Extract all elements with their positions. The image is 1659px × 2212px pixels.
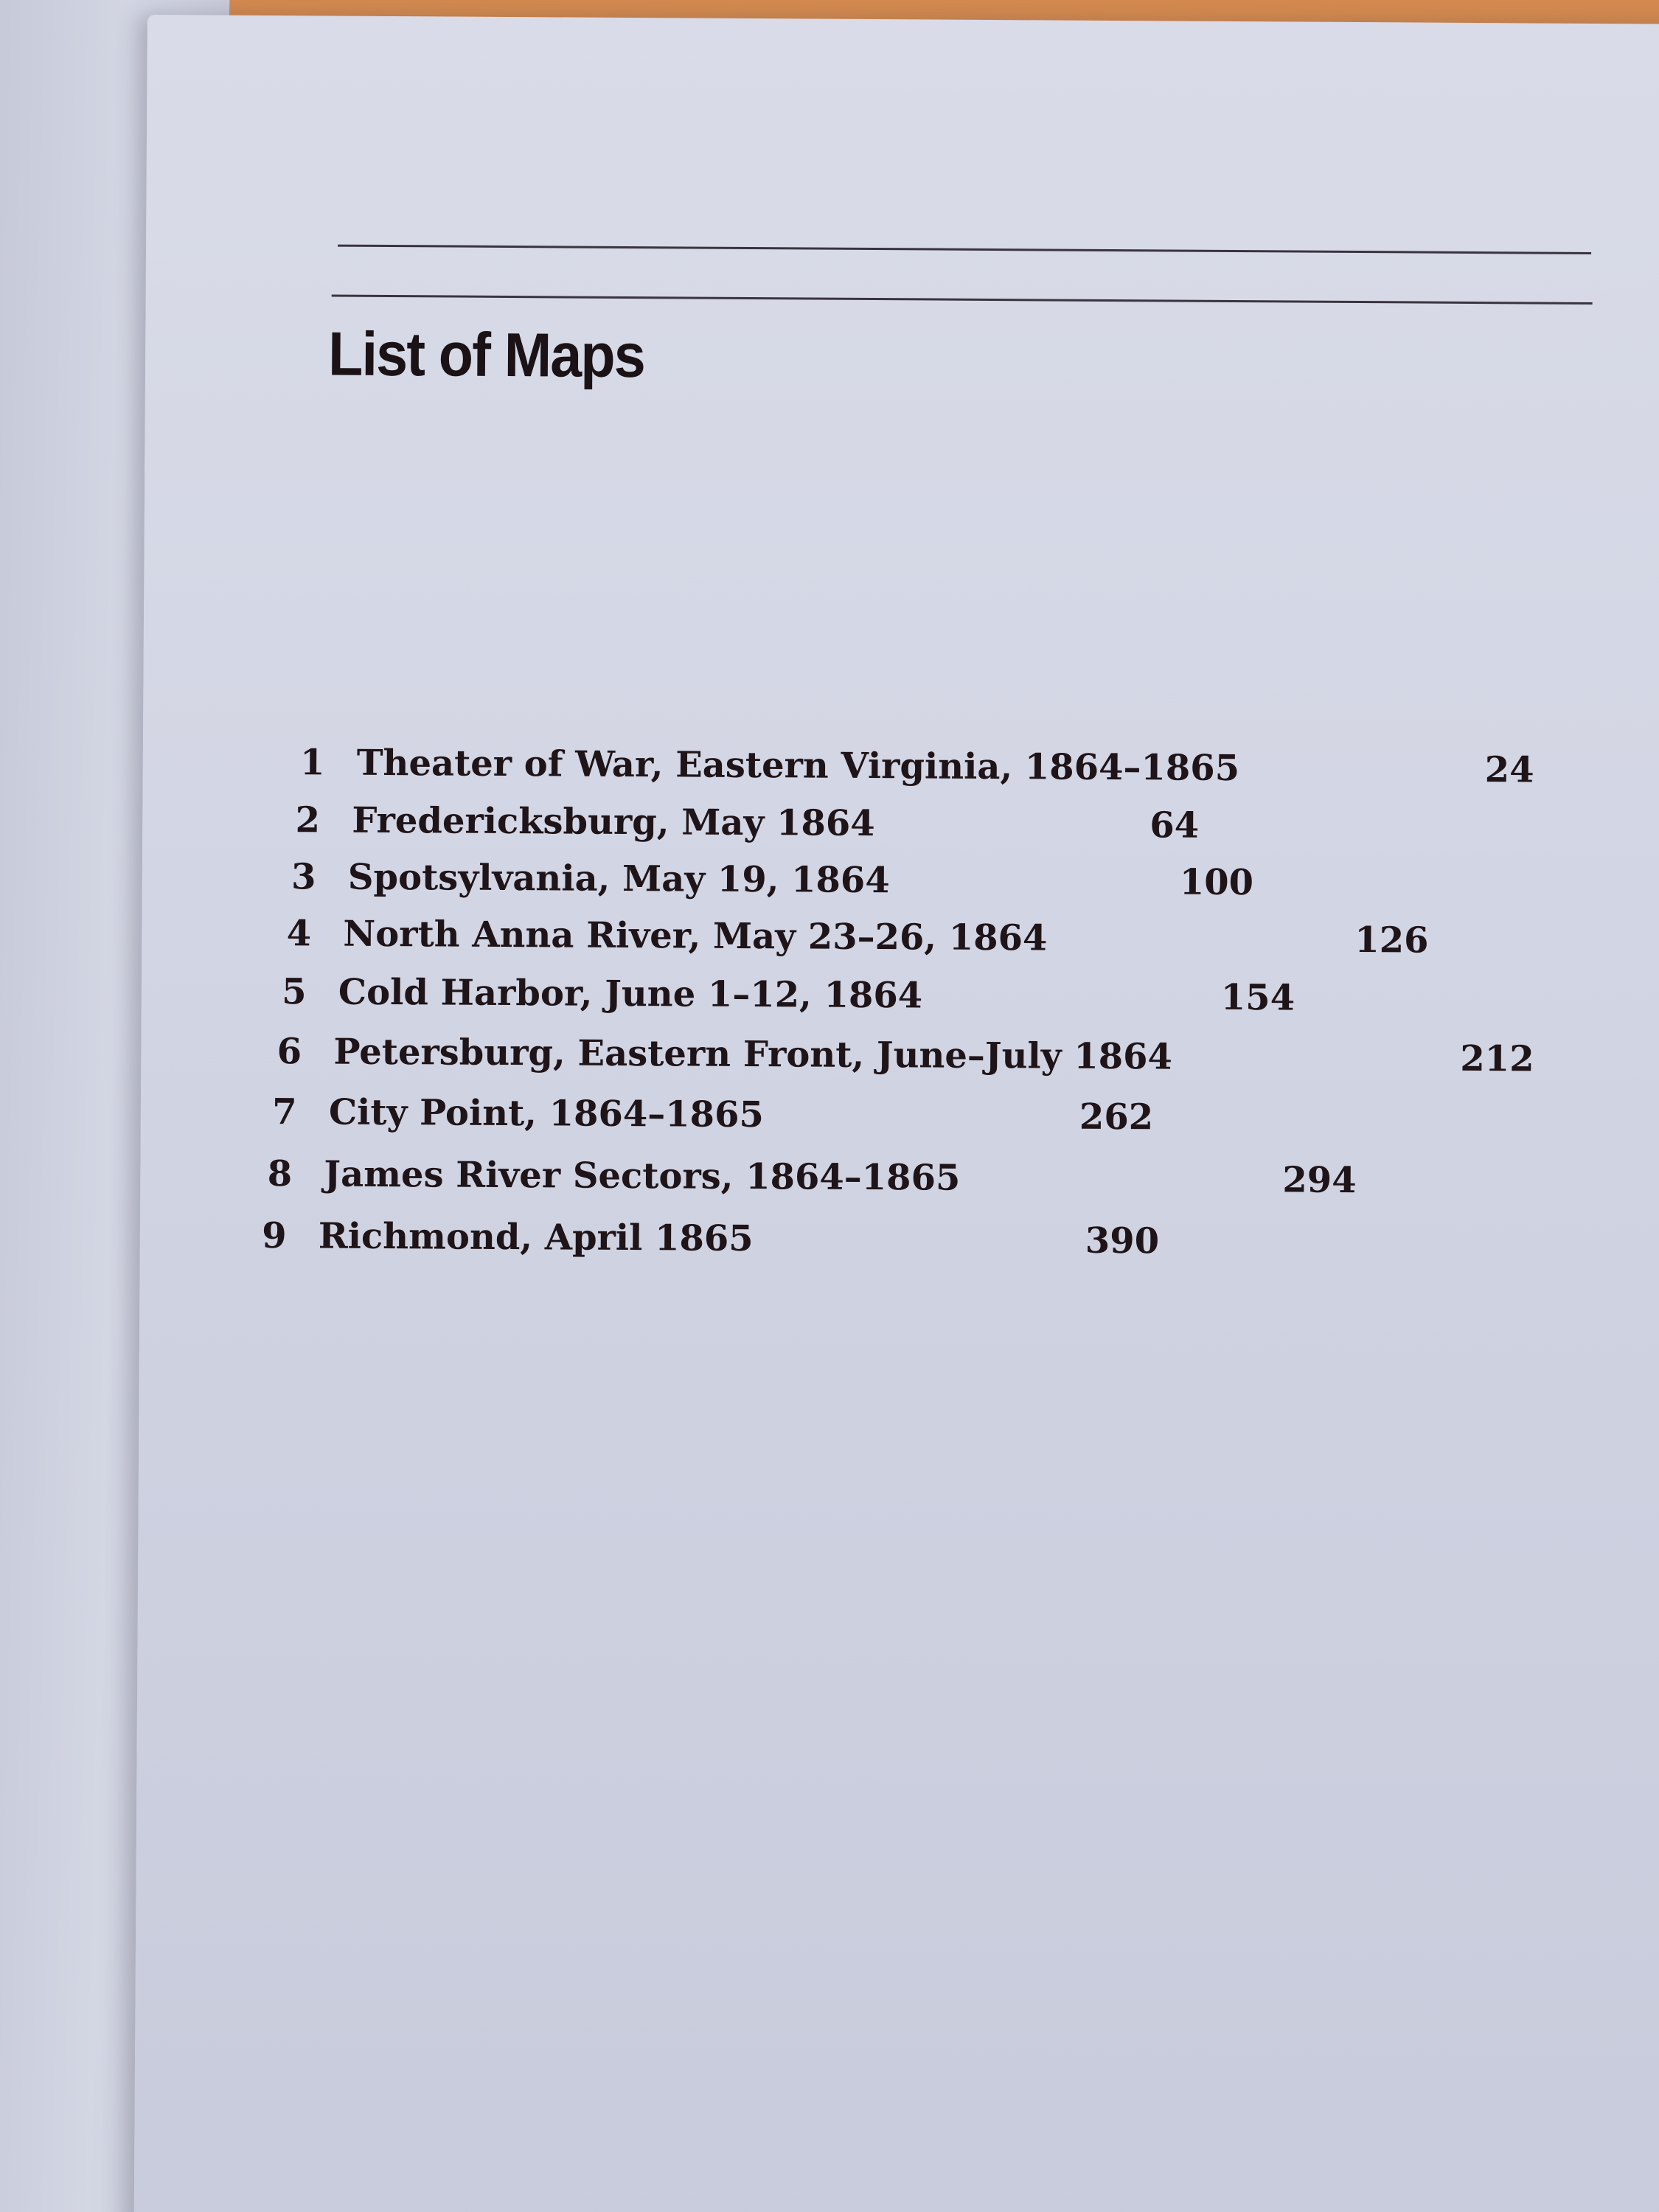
map-title: City Point, 1864–1865	[328, 1091, 765, 1136]
map-page-number: 262	[1079, 1096, 1154, 1138]
map-number: 9	[262, 1214, 287, 1257]
book-page	[133, 15, 1659, 2212]
map-title: Spotsylvania, May 19, 1864	[347, 856, 890, 902]
map-number: 4	[286, 913, 312, 955]
map-page-number: 212	[1460, 1037, 1534, 1080]
map-number: 8	[267, 1153, 293, 1195]
map-page-number: 100	[1179, 861, 1254, 904]
map-number: 6	[276, 1031, 302, 1073]
map-title: James River Sectors, 1864–1865	[324, 1153, 961, 1199]
map-title: North Anna River, May 23–26, 1864	[343, 913, 1048, 959]
map-page-number: 126	[1354, 919, 1429, 961]
map-number: 2	[295, 799, 321, 841]
map-title: Petersburg, Eastern Front, June–July 1864	[333, 1031, 1173, 1078]
map-page-number: 390	[1085, 1220, 1160, 1262]
map-title: Cold Harbor, June 1–12, 1864	[338, 971, 923, 1017]
map-page-number: 154	[1220, 976, 1295, 1019]
map-list	[139, 15, 1622, 1351]
page-title: List of Maps	[327, 319, 645, 391]
map-number: 1	[299, 742, 325, 784]
map-title: Richmond, April 1865	[318, 1215, 754, 1260]
map-title: Fredericksburg, May 1864	[352, 799, 875, 845]
map-page-number: 24	[1484, 749, 1534, 791]
map-number: 5	[282, 971, 307, 1013]
map-title: Theater of War, Eastern Virginia, 1864–1865	[356, 742, 1240, 790]
map-number: 3	[291, 856, 316, 898]
map-number: 7	[272, 1091, 297, 1133]
map-page-number: 64	[1150, 804, 1200, 846]
map-page-number: 294	[1282, 1159, 1357, 1202]
